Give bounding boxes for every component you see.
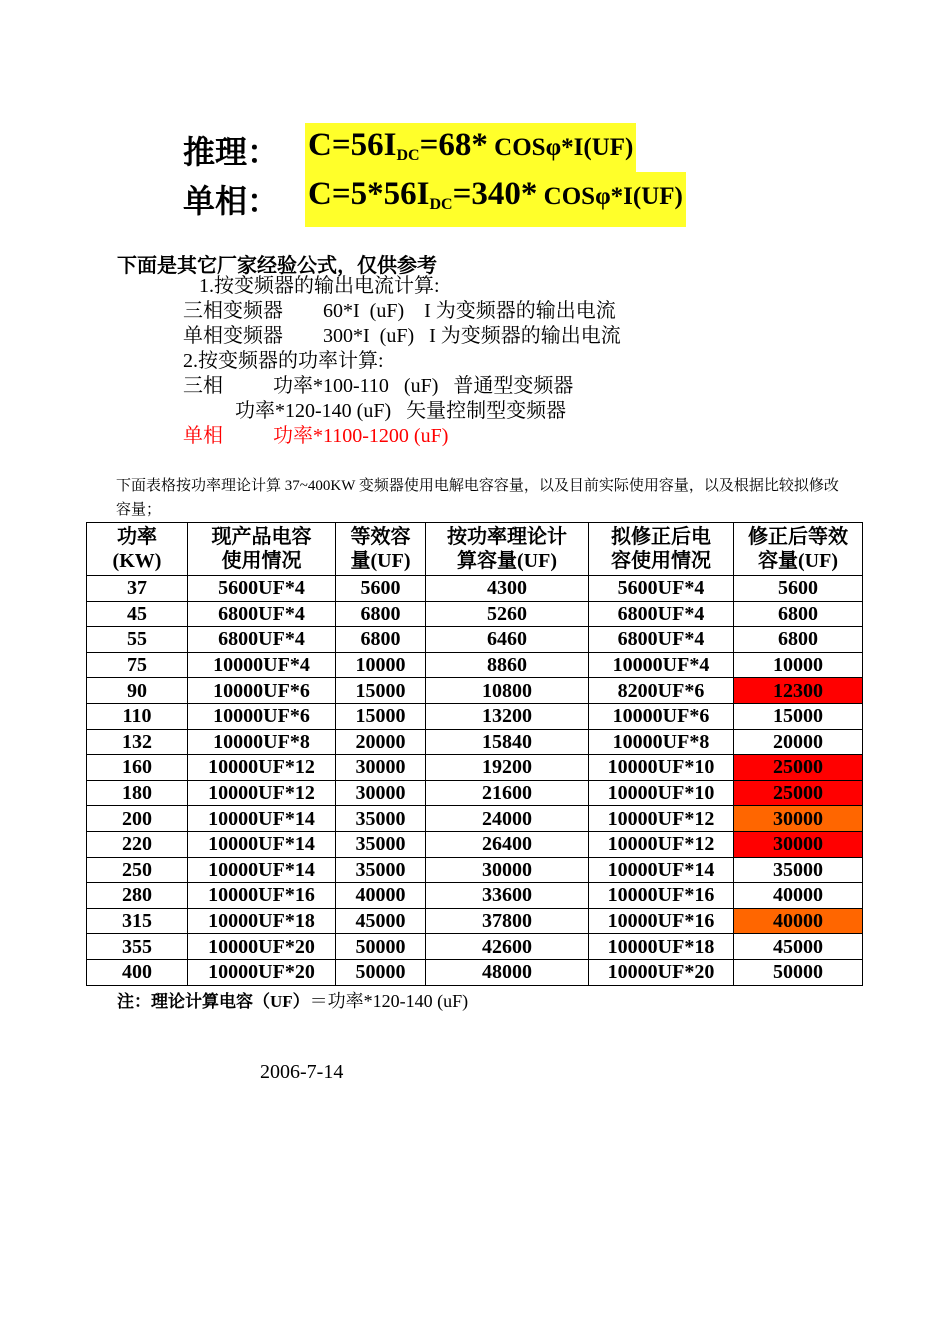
table-cell: 35000 bbox=[336, 806, 426, 832]
table-cell: 30000 bbox=[336, 780, 426, 806]
table-cell: 10000UF*14 bbox=[188, 806, 336, 832]
table-cell: 400 bbox=[87, 959, 188, 985]
formula-line: 2.按变频器的功率计算: bbox=[183, 350, 384, 372]
document-date: 2006-7-14 bbox=[260, 1061, 344, 1083]
table-row bbox=[87, 652, 863, 678]
formula-line: 功率*120-140 (uF) 矢量控制型变频器 bbox=[235, 400, 567, 422]
table-cell: 6800UF*4 bbox=[188, 627, 336, 653]
table-cell: 6800UF*4 bbox=[188, 601, 336, 627]
table-cell: 10000UF*20 bbox=[589, 959, 734, 985]
table-cell: 10000UF*4 bbox=[188, 652, 336, 678]
capacitor-table bbox=[86, 522, 863, 986]
table-cell: 10000UF*10 bbox=[589, 755, 734, 781]
table-cell-highlighted: 30000 bbox=[734, 831, 863, 857]
table-cell: 50000 bbox=[734, 959, 863, 985]
table-cell: 10000UF*10 bbox=[589, 780, 734, 806]
table-cell: 75 bbox=[87, 652, 188, 678]
table-cell: 20000 bbox=[734, 729, 863, 755]
table-cell: 35000 bbox=[336, 857, 426, 883]
table-cell: 10000UF*16 bbox=[188, 883, 336, 909]
table-cell: 6800 bbox=[734, 627, 863, 653]
formula-highlight: $C=56I_{DC}=68*$ COSφ*I(UF) bbox=[305, 123, 636, 178]
table-cell: 10000UF*18 bbox=[589, 934, 734, 960]
table-cell-highlighted: 25000 bbox=[734, 780, 863, 806]
table-row bbox=[87, 806, 863, 832]
table-cell: 26400 bbox=[426, 831, 589, 857]
formula-line: 三相变频器 60*I (uF) I 为变频器的输出电流 bbox=[183, 300, 616, 322]
formula-highlight: $C=5*56I_{DC}=340*$ COSφ*I(UF) bbox=[305, 172, 686, 227]
table-cell: 10000UF*14 bbox=[188, 857, 336, 883]
table-row bbox=[87, 831, 863, 857]
table-cell: 35000 bbox=[734, 857, 863, 883]
table-cell: 6800 bbox=[336, 627, 426, 653]
table-cell: 200 bbox=[87, 806, 188, 832]
formula-label: 单相： bbox=[183, 183, 280, 219]
table-cell: 10000UF*20 bbox=[188, 934, 336, 960]
table-cell: 33600 bbox=[426, 883, 589, 909]
table-note: 注：理论计算电容（UF）＝功率*120-140 (uF) bbox=[117, 991, 469, 1011]
table-cell: 5600UF*4 bbox=[589, 576, 734, 602]
table-cell: 4300 bbox=[426, 576, 589, 602]
table-cell: 19200 bbox=[426, 755, 589, 781]
table-cell: 10000UF*8 bbox=[188, 729, 336, 755]
table-cell: 10000 bbox=[336, 652, 426, 678]
table-cell: 48000 bbox=[426, 959, 589, 985]
table-row bbox=[87, 780, 863, 806]
table-cell: 10000UF*8 bbox=[589, 729, 734, 755]
table-cell: 10000UF*12 bbox=[589, 831, 734, 857]
table-cell: 6800UF*4 bbox=[589, 627, 734, 653]
table-row bbox=[87, 755, 863, 781]
table-cell: 250 bbox=[87, 857, 188, 883]
table-cell: 132 bbox=[87, 729, 188, 755]
table-cell: 42600 bbox=[426, 934, 589, 960]
table-cell-highlighted: 40000 bbox=[734, 908, 863, 934]
table-cell: 20000 bbox=[336, 729, 426, 755]
table-cell: 24000 bbox=[426, 806, 589, 832]
table-cell: 5600 bbox=[734, 576, 863, 602]
table-cell: 10000UF*6 bbox=[589, 703, 734, 729]
table-cell: 6800UF*4 bbox=[589, 601, 734, 627]
table-cell: 6460 bbox=[426, 627, 589, 653]
table-cell: 10000UF*12 bbox=[188, 780, 336, 806]
table-cell: 50000 bbox=[336, 959, 426, 985]
table-row bbox=[87, 678, 863, 704]
formula-label: 推理： bbox=[183, 134, 280, 170]
section-heading: 下面是其它厂家经验公式，仅供参考 bbox=[117, 255, 437, 277]
table-intro: 下面表格按功率理论计算 37~400KW 变频器使用电解电容容量，以及目前实际使用容量，以及根据比较拟修改容量； bbox=[116, 478, 839, 518]
table-row bbox=[87, 576, 863, 602]
table-cell: 10000UF*16 bbox=[589, 883, 734, 909]
table-cell: 6800 bbox=[336, 601, 426, 627]
formula-line: 单相变频器 300*I (uF) I 为变频器的输出电流 bbox=[183, 325, 621, 347]
table-cell: 10000UF*20 bbox=[188, 959, 336, 985]
table-cell: 10000UF*14 bbox=[188, 831, 336, 857]
table-row bbox=[87, 627, 863, 653]
formula-line: 1.按变频器的输出电流计算: bbox=[199, 275, 440, 297]
table-cell: 30000 bbox=[336, 755, 426, 781]
table-row bbox=[87, 908, 863, 934]
table-cell: 10000UF*18 bbox=[188, 908, 336, 934]
table-header-cell: 修正后等效 容量(UF) bbox=[734, 523, 863, 576]
table-row bbox=[87, 857, 863, 883]
table-cell: 10000UF*12 bbox=[188, 755, 336, 781]
table-header-cell: 拟修正后电 容使用情况 bbox=[589, 523, 734, 576]
table-cell: 10000UF*12 bbox=[589, 806, 734, 832]
table-cell: 280 bbox=[87, 883, 188, 909]
table-cell: 40000 bbox=[734, 883, 863, 909]
table-cell: 45000 bbox=[336, 908, 426, 934]
table-cell: 50000 bbox=[336, 934, 426, 960]
table-row bbox=[87, 601, 863, 627]
table-row bbox=[87, 703, 863, 729]
table-cell: 15000 bbox=[336, 703, 426, 729]
table-row bbox=[87, 729, 863, 755]
table-cell: 8200UF*6 bbox=[589, 678, 734, 704]
table-cell: 55 bbox=[87, 627, 188, 653]
table-cell: 180 bbox=[87, 780, 188, 806]
table-cell: 220 bbox=[87, 831, 188, 857]
table-row bbox=[87, 959, 863, 985]
table-cell: 5260 bbox=[426, 601, 589, 627]
formula-line: 三相 功率*100-110 (uF) 普通型变频器 bbox=[183, 375, 574, 397]
table-cell: 5600 bbox=[336, 576, 426, 602]
table-cell: 13200 bbox=[426, 703, 589, 729]
table-cell: 15000 bbox=[734, 703, 863, 729]
table-cell: 10000UF*6 bbox=[188, 703, 336, 729]
table-cell: 6800 bbox=[734, 601, 863, 627]
table-cell-highlighted: 25000 bbox=[734, 755, 863, 781]
table-header-cell: 现产品电容 使用情况 bbox=[188, 523, 336, 576]
table-cell: 8860 bbox=[426, 652, 589, 678]
formula-single-phase bbox=[183, 177, 686, 221]
table-row bbox=[87, 883, 863, 909]
table-cell: 37 bbox=[87, 576, 188, 602]
table-cell: 10000UF*6 bbox=[188, 678, 336, 704]
table-cell: 35000 bbox=[336, 831, 426, 857]
table-cell-highlighted: 12300 bbox=[734, 678, 863, 704]
table-cell: 90 bbox=[87, 678, 188, 704]
table-header-cell: 按功率理论计 算容量(UF) bbox=[426, 523, 589, 576]
formula-line-single-phase: 单相 功率*1100-1200 (uF) bbox=[183, 425, 449, 447]
table-header-cell: 等效容 量(UF) bbox=[336, 523, 426, 576]
table-cell: 15000 bbox=[336, 678, 426, 704]
table-cell-highlighted: 30000 bbox=[734, 806, 863, 832]
table-cell: 10800 bbox=[426, 678, 589, 704]
table-cell: 10000UF*4 bbox=[589, 652, 734, 678]
table-cell: 110 bbox=[87, 703, 188, 729]
table-cell: 160 bbox=[87, 755, 188, 781]
table-cell: 40000 bbox=[336, 883, 426, 909]
table-cell: 45 bbox=[87, 601, 188, 627]
table-cell: 10000UF*16 bbox=[589, 908, 734, 934]
table-body bbox=[87, 576, 863, 986]
table-cell: 355 bbox=[87, 934, 188, 960]
table-cell: 10000UF*14 bbox=[589, 857, 734, 883]
table-cell: 10000 bbox=[734, 652, 863, 678]
table-cell: 21600 bbox=[426, 780, 589, 806]
table-cell: 37800 bbox=[426, 908, 589, 934]
table-header-cell: 功率 (KW) bbox=[87, 523, 188, 576]
table-cell: 30000 bbox=[426, 857, 589, 883]
table-cell: 15840 bbox=[426, 729, 589, 755]
table-header-row bbox=[87, 523, 863, 576]
table-cell: 315 bbox=[87, 908, 188, 934]
table-row bbox=[87, 934, 863, 960]
table-cell: 45000 bbox=[734, 934, 863, 960]
formula-inference bbox=[183, 128, 636, 172]
table-cell: 5600UF*4 bbox=[188, 576, 336, 602]
